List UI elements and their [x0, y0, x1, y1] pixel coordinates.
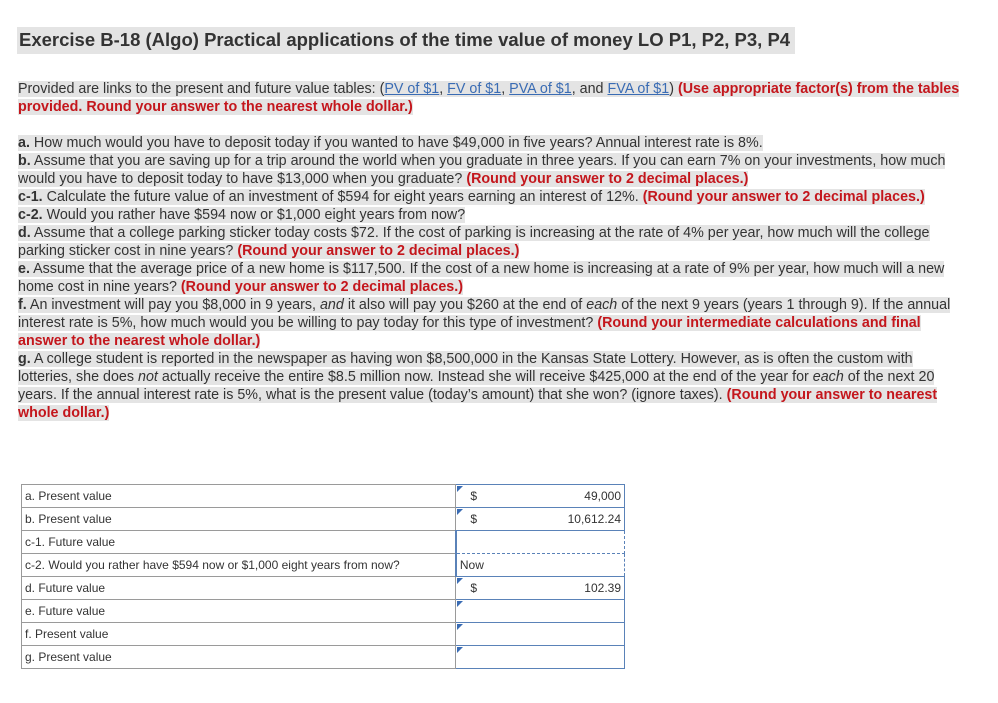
answer-row-a [22, 485, 625, 508]
answer-label: g. Present value [22, 646, 456, 669]
answer-row-g [22, 646, 625, 669]
question-list [18, 134, 963, 422]
input-marker-icon [457, 509, 463, 515]
question-note: (Round your answer to 2 decimal places.) [466, 171, 749, 187]
dollar-sign: $ [470, 489, 478, 503]
question-emphasis: each [586, 297, 618, 313]
separator: , [501, 81, 510, 97]
input-marker-icon [457, 624, 463, 630]
answer-field-c1[interactable] [456, 531, 625, 554]
answer-field-b[interactable] [456, 508, 625, 531]
question-label: b. [18, 153, 31, 169]
question-text: actually receive the entire $8.5 million now. Instead she will receive $425,000 at the end of the year for [157, 369, 813, 385]
answer-row-e [22, 600, 625, 623]
question-label: d. [18, 225, 31, 241]
answer-row-b [22, 508, 625, 531]
answer-value: Now [459, 558, 484, 572]
question-note: (Round your answer to 2 decimal places.) [180, 279, 463, 295]
intro-instruction: (Use appropriate factor(s) from the tables provided. Round your answer to the nearest whole dollar.) [18, 81, 960, 115]
answer-label: e. Future value [22, 600, 456, 623]
answer-row-c1 [22, 531, 625, 554]
separator: , and [571, 81, 608, 97]
input-marker-icon [457, 601, 463, 607]
input-marker-icon [457, 486, 463, 492]
dollar-sign: $ [470, 512, 478, 526]
answer-field-f[interactable] [456, 623, 625, 646]
answer-field-e[interactable] [456, 600, 625, 623]
question-c2 [18, 206, 963, 224]
question-label: c-2. [18, 207, 43, 223]
answer-select-c2[interactable] [456, 554, 625, 577]
answer-label: b. Present value [22, 508, 456, 531]
question-c1 [18, 188, 963, 206]
answer-value: 102.39 [584, 581, 621, 595]
question-b [18, 152, 963, 188]
answer-label: d. Future value [22, 577, 456, 600]
intro-text: Provided are links to the present and future value tables: ( [18, 81, 385, 97]
question-text: An investment will pay you $8,000 in 9 years, [26, 297, 320, 313]
question-text: of the next 9 years (years 1 through 9). If the annual interest rate is 5%, how much would you be willing to pay today for this type of investment? [18, 297, 951, 331]
answer-field-a[interactable] [456, 485, 625, 508]
answer-row-f [22, 623, 625, 646]
question-label: g. [18, 351, 31, 367]
question-label: f. [18, 297, 27, 313]
question-note: (Round your intermediate calculations and final answer to the nearest whole dollar.) [18, 315, 921, 349]
input-marker-icon [457, 647, 463, 653]
link-pva-of-1[interactable]: PVA of $1 [509, 81, 572, 97]
question-text: Assume that you are saving up for a trip around the world when you graduate in three years. If you can earn 7% on your investments, how much would you have to deposit today to have $13,000 when you graduate? [18, 153, 946, 187]
answer-row-d [22, 577, 625, 600]
question-text: A college student is reported in the newspaper as having won $8,500,000 in the Kansas State Lottery. However, as is often the custom with lotteries, she does [18, 351, 913, 385]
answer-field-g[interactable] [456, 646, 625, 669]
answer-value: 49,000 [584, 489, 621, 503]
question-text: Would you rather have $594 now or $1,000 eight years from now? [42, 207, 466, 223]
question-text: it also will pay you $260 at the end of [343, 297, 587, 313]
answer-field-d[interactable] [456, 577, 625, 600]
answer-row-c2 [22, 554, 625, 577]
link-pv-of-1[interactable]: PV of $1 [384, 81, 440, 97]
answer-value: 10,612.24 [567, 512, 621, 526]
question-note: (Round your answer to 2 decimal places.) [642, 189, 925, 205]
answer-label: a. Present value [22, 485, 456, 508]
intro-paragraph [18, 80, 963, 116]
separator: , [439, 81, 448, 97]
question-emphasis: and [319, 297, 344, 313]
question-label: c-1. [18, 189, 43, 205]
dollar-sign: $ [470, 581, 478, 595]
question-text: Assume that a college parking sticker today costs $72. If the cost of parking is increasing at the rate of 4% per year, how much will the college parking sticker cost in nine years? [18, 225, 930, 259]
answer-label: c-2. Would you rather have $594 now or $1,000 eight years from now? [22, 554, 456, 577]
question-d [18, 224, 963, 260]
answer-label: c-1. Future value [22, 531, 456, 554]
question-emphasis: not [138, 369, 158, 385]
question-text: Assume that the average price of a new home is $117,500. If the cost of a new home is increasing at a rate of 9% per year, how much will a new home cost in nine years? [18, 261, 945, 295]
question-emphasis: each [812, 369, 844, 385]
question-text: How much would you have to deposit today if you wanted to have $49,000 in five years? Annual interest rate is 8%. [29, 135, 763, 151]
question-g [18, 350, 963, 422]
link-fv-of-1[interactable]: FV of $1 [447, 81, 502, 97]
question-e [18, 260, 963, 296]
page-title: Exercise B-18 (Algo) Practical applications of the time value of money LO P1, P2, P3, P4 [17, 27, 795, 54]
question-text: of the next 20 years. If the annual interest rate is 5%, what is the present value (today’s amount) that she won? (ignore taxes). [18, 369, 935, 403]
input-marker-icon [457, 578, 463, 584]
question-label: a. [18, 135, 30, 151]
question-a [18, 134, 963, 152]
link-fva-of-1[interactable]: FVA of $1 [607, 81, 670, 97]
question-note: (Round your answer to nearest whole dollar.) [18, 387, 938, 421]
answer-label: f. Present value [22, 623, 456, 646]
question-f [18, 296, 963, 350]
question-note: (Round your answer to 2 decimal places.) [237, 243, 520, 259]
separator: ) [669, 81, 674, 97]
answer-table [21, 484, 625, 669]
question-text: Calculate the future value of an investment of $594 for eight years earning an interest of 12%. [42, 189, 643, 205]
question-label: e. [18, 261, 30, 277]
